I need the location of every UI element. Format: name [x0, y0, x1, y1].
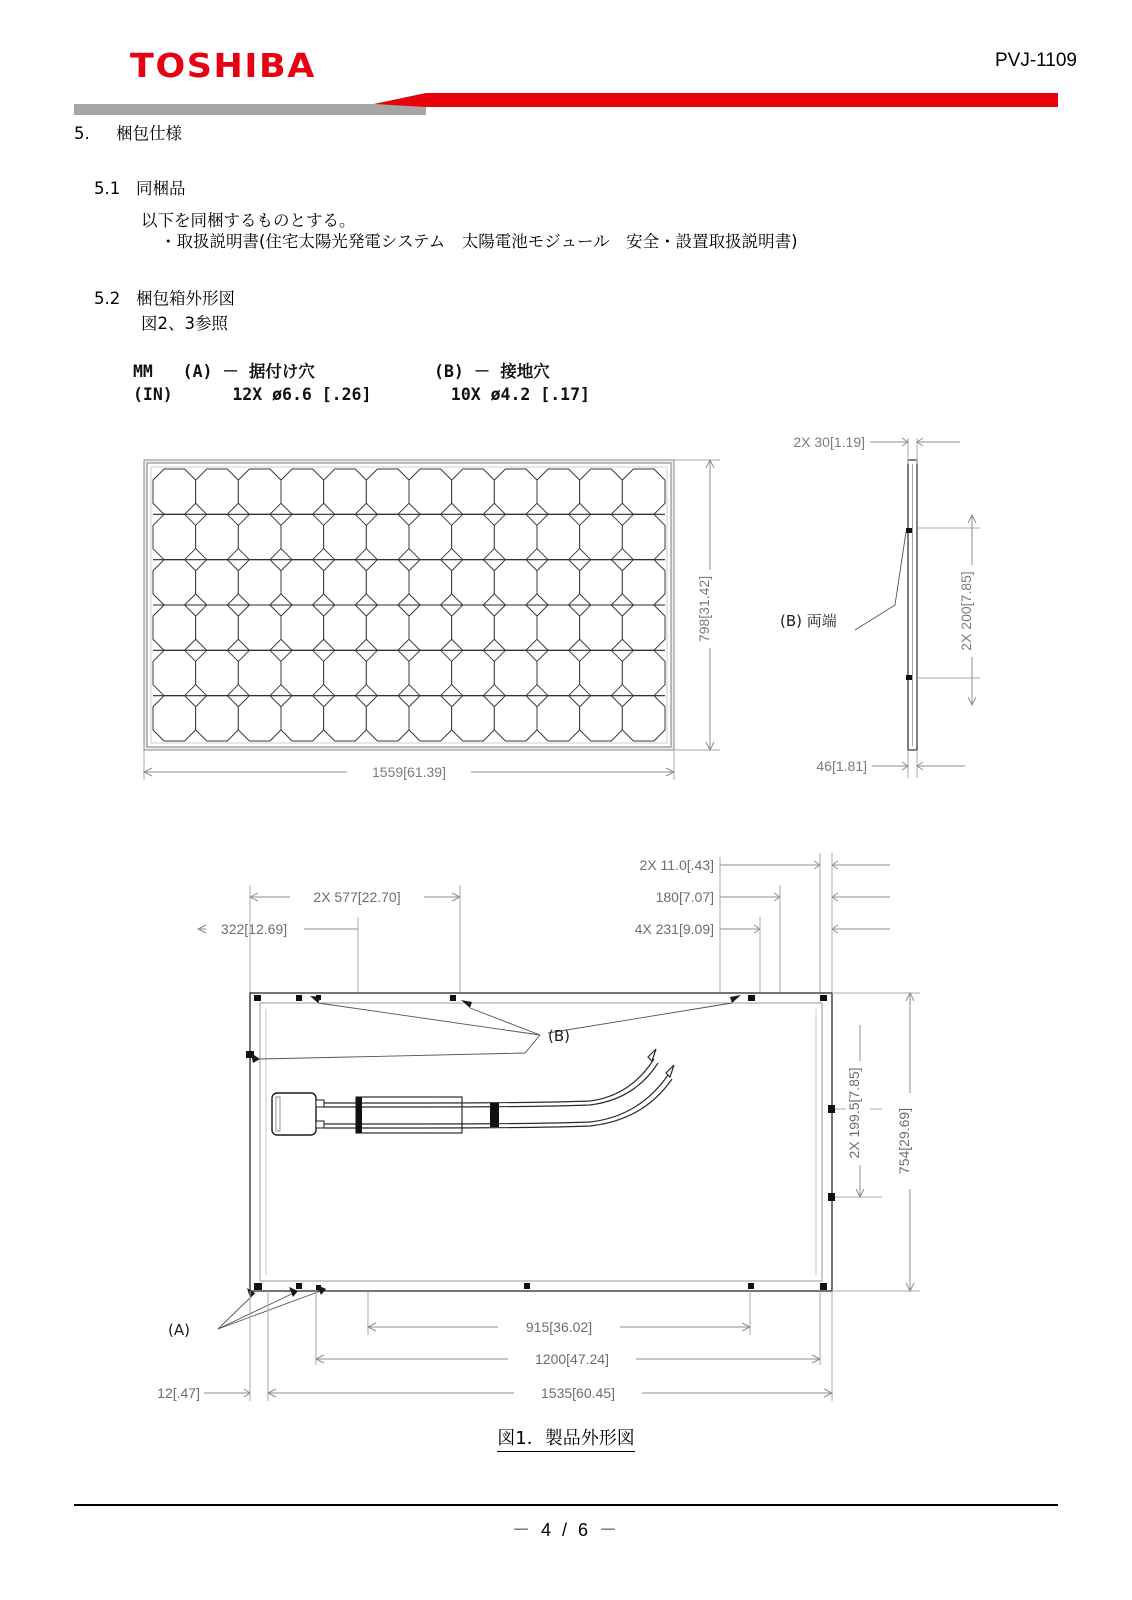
- dim-180-label: 180[7.07]: [655, 889, 714, 905]
- section-5-2-number: 5.2: [94, 289, 121, 308]
- solar-cell: [238, 469, 281, 514]
- solar-cell: [622, 514, 665, 559]
- footer-rule: [74, 1504, 1058, 1506]
- dim-322-label: 322[12.69]: [220, 921, 288, 937]
- dimension-180: [656, 889, 890, 905]
- dim-12-label: 12[.47]: [157, 1385, 200, 1401]
- solar-cell: [366, 605, 409, 650]
- solar-cell: [366, 560, 409, 605]
- callout-a-label: (A): [168, 1321, 190, 1339]
- solar-cell: [622, 469, 665, 514]
- solar-cell: [409, 469, 452, 514]
- solar-cell: [196, 560, 239, 605]
- header-accent-bar: [74, 93, 1058, 115]
- solar-cell: [580, 560, 623, 605]
- figure-bottom-view: [120, 845, 1040, 1425]
- dimension-side-right: [917, 515, 982, 705]
- section-5-1-line1: 以下を同梱するものとする。: [141, 211, 356, 230]
- solar-cell: [622, 560, 665, 605]
- solar-cell: [324, 514, 367, 559]
- solar-cell: [452, 696, 495, 741]
- solar-cell: [622, 696, 665, 741]
- solar-cell: [452, 605, 495, 650]
- solar-cell: [366, 650, 409, 695]
- section-5-2-heading: [94, 285, 235, 309]
- solar-cell: [324, 560, 367, 605]
- section-5-title: 梱包仕様: [115, 124, 182, 143]
- solar-cell: [196, 650, 239, 695]
- section-5-2-line1: 図2、3参照: [141, 314, 228, 333]
- dimension-322: [198, 920, 358, 938]
- solar-cell: [366, 696, 409, 741]
- section-5-1-title: 同梱品: [136, 179, 186, 198]
- solar-cell: [281, 696, 324, 741]
- figure-top-views: [120, 420, 1040, 820]
- solar-cell: [281, 605, 324, 650]
- dim-2x577-label: 2X 577[22.70]: [313, 889, 401, 905]
- solar-cell: [580, 696, 623, 741]
- solar-cell: [324, 469, 367, 514]
- section-5-1-line2: ・取扱説明書(住宅太陽光発電システム 太陽電池モジュール 安全・設置取扱説明書): [160, 232, 798, 251]
- legend-line-1: MM (A) － 据付け穴 (B) － 接地穴: [133, 362, 550, 381]
- dimension-2x-11: [640, 857, 890, 873]
- solar-cell: [281, 560, 324, 605]
- solar-cell: [281, 650, 324, 695]
- solar-cell: [153, 605, 196, 650]
- front-height-label: 798[31.42]: [696, 575, 712, 643]
- dim-915-label: 915[36.02]: [525, 1319, 593, 1335]
- solar-cell: [409, 696, 452, 741]
- solar-cell: [537, 514, 580, 559]
- solar-cell: [409, 514, 452, 559]
- solar-cell: [366, 469, 409, 514]
- section-5-1-number: 5.1: [94, 179, 121, 198]
- solar-cell: [153, 560, 196, 605]
- callout-a: [168, 1285, 326, 1339]
- figure-caption-text: 図1．製品外形図: [497, 1428, 634, 1452]
- solar-cell: [537, 650, 580, 695]
- solar-cell: [238, 605, 281, 650]
- solar-cell: [238, 560, 281, 605]
- solar-cell: [580, 605, 623, 650]
- dimension-12-and-1535: [157, 1384, 832, 1402]
- section-5-2-title: 梱包箱外形図: [136, 289, 235, 308]
- solar-cell: [580, 469, 623, 514]
- section-5-heading: [74, 120, 182, 144]
- solar-cell: [196, 605, 239, 650]
- solar-cell: [494, 560, 537, 605]
- solar-cell: [196, 469, 239, 514]
- solar-cell: [452, 514, 495, 559]
- solar-cell: [153, 650, 196, 695]
- section-5-number: 5.: [74, 124, 90, 143]
- ground-hole-mark-bottom: [906, 675, 912, 680]
- solar-cell: [622, 605, 665, 650]
- side-right-label: 2X 200[7.85]: [958, 571, 974, 651]
- solar-cell: [409, 560, 452, 605]
- dimension-1200: [316, 1350, 820, 1368]
- solar-cell: [238, 696, 281, 741]
- document-id: PVJ-1109: [994, 50, 1077, 71]
- dim-1535-label: 1535[60.45]: [541, 1385, 615, 1401]
- page-header: [0, 0, 1132, 112]
- section-5-1-heading: [94, 175, 186, 199]
- solar-cell: [494, 605, 537, 650]
- side-bottom-label: 46[1.81]: [816, 758, 867, 774]
- legend-line-2: (IN) 12X ø6.6 [.26] 10X ø4.2 [.17]: [133, 385, 590, 404]
- dimension-front-height: [674, 460, 720, 750]
- module-side-view: [906, 460, 917, 750]
- solar-cell: [452, 560, 495, 605]
- dim-4x231-label: 4X 231[9.09]: [634, 921, 714, 937]
- solar-cell: [324, 696, 367, 741]
- solar-cell: [537, 605, 580, 650]
- dimension-side-top: [793, 434, 960, 464]
- solar-cell: [409, 650, 452, 695]
- solar-cell: [494, 650, 537, 695]
- solar-cell: [324, 650, 367, 695]
- dimension-2x-577: [250, 888, 460, 906]
- dimension-side-bottom: [816, 750, 965, 778]
- dimension-2x-199-5: [835, 1025, 882, 1197]
- solar-cell: [494, 469, 537, 514]
- annotation-b-both-ends: [780, 532, 906, 630]
- module-plan-view: [250, 993, 832, 1291]
- solar-cell: [580, 514, 623, 559]
- dimension-915: [368, 1318, 750, 1336]
- ground-hole-mark-top: [906, 528, 912, 533]
- solar-cell: [196, 514, 239, 559]
- solar-cell: [409, 605, 452, 650]
- module-front-view: [144, 460, 674, 750]
- figure-caption: [0, 1424, 1132, 1450]
- dim-2x11-label: 2X 11.0[.43]: [639, 857, 714, 873]
- solar-cell: [622, 650, 665, 695]
- solar-cell: [153, 696, 196, 741]
- front-width-label: 1559[61.39]: [372, 764, 446, 780]
- solar-cell: [153, 514, 196, 559]
- solar-cell: [366, 514, 409, 559]
- dim-1200-label: 1200[47.24]: [535, 1351, 609, 1367]
- solar-cell: [153, 469, 196, 514]
- solar-cell: [580, 650, 623, 695]
- solar-cell: [196, 696, 239, 741]
- solar-cell: [494, 696, 537, 741]
- solar-cell: [452, 650, 495, 695]
- solar-cell: [324, 605, 367, 650]
- solar-cell: [238, 514, 281, 559]
- dim-754-label: 754[29.69]: [896, 1107, 912, 1175]
- toshiba-logo: TOSHIBA: [130, 46, 316, 85]
- callout-b-label: (B): [548, 1027, 570, 1045]
- side-top-label: 2X 30[1.19]: [793, 434, 865, 450]
- dim-2x199-label: 2X 199.5[7.85]: [846, 1067, 862, 1159]
- solar-cell: [494, 514, 537, 559]
- page-number: － 4 / 6 －: [511, 1520, 621, 1540]
- solar-cell: [238, 650, 281, 695]
- dimension-4x-231: [635, 921, 890, 937]
- solar-cell: [537, 469, 580, 514]
- solar-cell: [281, 514, 324, 559]
- solar-cell: [537, 696, 580, 741]
- solar-cell: [537, 560, 580, 605]
- annotation-b-label: (B) 両端: [780, 612, 837, 630]
- solar-cell: [452, 469, 495, 514]
- solar-cell: [281, 469, 324, 514]
- drawing-legend: [133, 360, 590, 406]
- dimension-front-width: [144, 750, 674, 782]
